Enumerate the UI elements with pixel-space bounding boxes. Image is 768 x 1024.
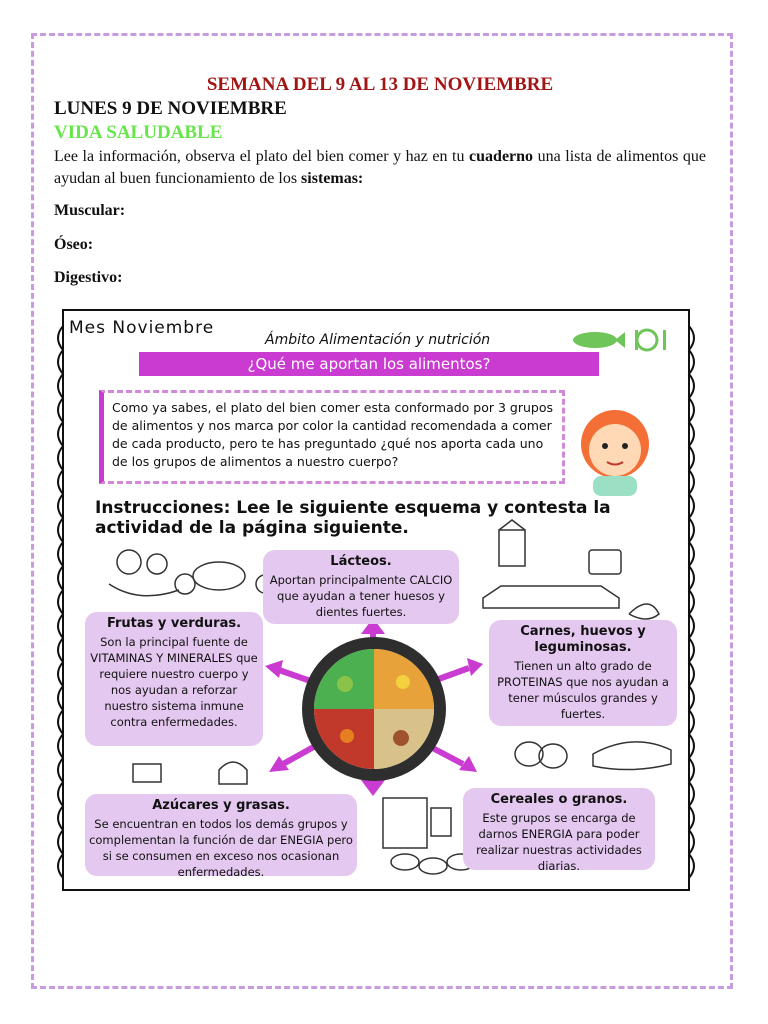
subject-title: VIDA SALUDABLE	[54, 122, 223, 143]
sheet-banner: ¿Qué me aportan los alimentos?	[139, 352, 599, 376]
week-title: SEMANA DEL 9 AL 13 DE NOVIEMBRE	[206, 74, 554, 95]
system-muscular: Muscular:	[54, 202, 126, 219]
panel-frutas	[85, 612, 263, 746]
panel-frutas-text: Son la principal fuente de VITAMINAS Y MINERALES que requiere nuestro cuerpo y nos ayudan a reforzar nuestro sistema inmune contra enfermedades.	[90, 635, 258, 729]
system-digestivo: Digestivo:	[54, 269, 123, 286]
panel-carnes	[489, 620, 677, 726]
panel-carnes-title: Carnes, huevos y leguminosas.	[520, 624, 646, 655]
plato-del-bien-comer-icon	[285, 634, 463, 784]
panel-cereales-text: Este grupos se encarga de darnos ENERGIA para poder realizar nuestras actividades diarias.	[476, 811, 642, 873]
system-oseo: Óseo:	[54, 236, 94, 253]
panel-cereales	[463, 788, 655, 873]
panel-azucares	[85, 794, 357, 879]
fish-fork-plate-icon	[565, 324, 675, 354]
instruction-text-1: Lee la información, observa el plato del bien comer y haz en tu	[54, 148, 470, 165]
instruction-text-2: una lista de alimentos que ayudan al buen funcionamiento de los	[54, 148, 706, 187]
panel-frutas-title: Frutas y verduras.	[106, 616, 242, 631]
panel-azucares-title: Azúcares y grasas.	[152, 798, 290, 813]
day-title: LUNES 9 DE NOVIEMBRE	[54, 98, 287, 119]
sheet-instructions-title: Instrucciones: Lee le siguiente esquema y contesta la actividad de la página siguiente.	[95, 498, 611, 538]
panel-lacteos	[263, 550, 459, 624]
panel-cereales-title: Cereales o granos.	[490, 792, 628, 807]
instruction-bold-cuaderno: cuaderno	[469, 148, 534, 165]
sheet-ambito: Ámbito Alimentación y nutrición	[265, 332, 491, 348]
intro-box: Como ya sabes, el plato del bien comer esta conformado por 3 grupos de alimentos y nos marca por color la cantidad recomendada a comer de cada producto, pero te has preguntado ¿qué nos aporta cada uno de los grupos de alimentos a nuestro cuerpo?	[99, 390, 565, 484]
worksheet-image	[53, 306, 699, 894]
panel-azucares-text: Se encuentran en todos los demás grupos y complementan la función de dar ENEGIA pero si se consumen en exceso nos ocasionan enfermedades.	[89, 817, 353, 879]
instructions-paragraph	[54, 146, 706, 190]
panel-lacteos-text: Aportan principalmente CALCIO que ayudan a tener huesos y dientes fuertes.	[269, 573, 453, 619]
girl-illustration-icon	[547, 396, 681, 496]
panel-carnes-text: Tienen un alto grado de PROTEINAS que nos ayudan a tener músculos grandes y fuertes.	[497, 659, 669, 721]
sheet-month: Mes Noviembre	[69, 318, 215, 338]
instruction-bold-sistemas: sistemas:	[301, 170, 364, 187]
panel-lacteos-title: Lácteos.	[330, 554, 392, 569]
